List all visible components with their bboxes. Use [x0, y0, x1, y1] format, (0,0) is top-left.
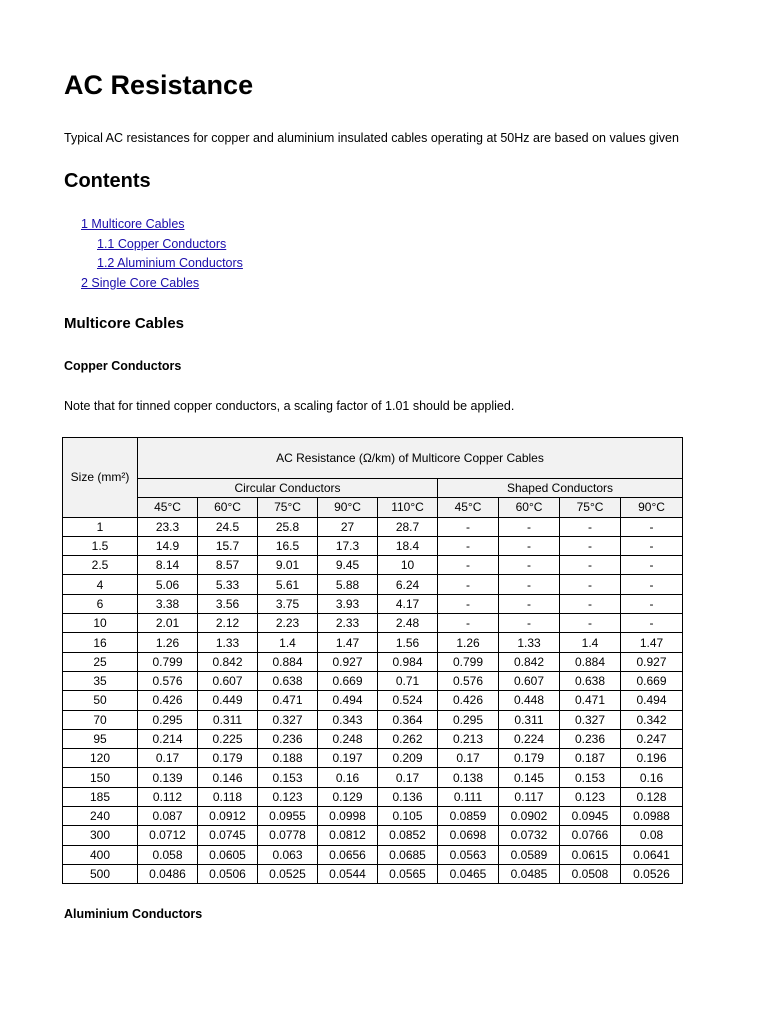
resistance-cell: 0.0605 — [198, 845, 258, 864]
resistance-cell: 0.105 — [378, 807, 438, 826]
resistance-cell: 5.06 — [138, 575, 198, 594]
toc-link-single-core-cables[interactable]: 2 Single Core Cables — [81, 275, 200, 290]
shaped-conductors-header: Shaped Conductors — [438, 479, 683, 498]
subsection-heading-copper: Copper Conductors — [64, 359, 182, 373]
table-row — [63, 671, 683, 690]
resistance-cell: 0.0852 — [378, 826, 438, 845]
resistance-cell: 0.17 — [138, 749, 198, 768]
table-caption: AC Resistance (Ω/km) of Multicore Copper Cables — [138, 438, 683, 479]
toc-item-multicore-cables — [64, 217, 243, 237]
resistance-cell: 0.224 — [499, 729, 560, 748]
size-cell: 2.5 — [63, 556, 138, 575]
resistance-cell: 0.0912 — [198, 807, 258, 826]
resistance-cell: 1.56 — [378, 633, 438, 652]
resistance-cell: 0.448 — [499, 691, 560, 710]
resistance-cell: 0.0526 — [621, 864, 683, 883]
table-body — [63, 517, 683, 884]
resistance-cell: 0.145 — [499, 768, 560, 787]
toc-link-aluminium-conductors[interactable]: 1.2 Aluminium Conductors — [97, 256, 243, 270]
resistance-cell: - — [560, 556, 621, 575]
resistance-cell: 23.3 — [138, 517, 198, 536]
table-row — [63, 575, 683, 594]
resistance-cell: - — [621, 575, 683, 594]
resistance-cell: 24.5 — [198, 517, 258, 536]
resistance-cell: 17.3 — [318, 536, 378, 555]
toc-item-aluminium-conductors — [64, 256, 243, 276]
table-row — [63, 614, 683, 633]
size-cell: 240 — [63, 807, 138, 826]
resistance-cell: 1.26 — [438, 633, 499, 652]
resistance-cell: 0.197 — [318, 749, 378, 768]
resistance-cell: - — [438, 556, 499, 575]
resistance-cell: 0.0778 — [258, 826, 318, 845]
resistance-cell: 2.01 — [138, 614, 198, 633]
size-cell: 4 — [63, 575, 138, 594]
size-cell: 500 — [63, 864, 138, 883]
circular-temp-header: 45°C — [138, 498, 198, 517]
resistance-cell: 0.0945 — [560, 807, 621, 826]
resistance-cell: 0.607 — [499, 671, 560, 690]
resistance-cell: 5.33 — [198, 575, 258, 594]
resistance-cell: 0.0685 — [378, 845, 438, 864]
resistance-cell: 0.129 — [318, 787, 378, 806]
resistance-cell: 1.4 — [560, 633, 621, 652]
resistance-cell: 0.638 — [560, 671, 621, 690]
size-cell: 300 — [63, 826, 138, 845]
resistance-cell: 0.123 — [258, 787, 318, 806]
resistance-cell: 0.799 — [438, 652, 499, 671]
temperature-header-row — [63, 498, 683, 517]
tinned-copper-note: Note that for tinned copper conductors, a scaling factor of 1.01 should be applied. — [64, 399, 515, 413]
size-column-header: Size (mm²) — [63, 438, 138, 518]
resistance-cell: 0.842 — [198, 652, 258, 671]
table-row — [63, 749, 683, 768]
size-cell: 120 — [63, 749, 138, 768]
resistance-cell: 0.0525 — [258, 864, 318, 883]
copper-resistance-table — [62, 437, 683, 884]
table-row — [63, 710, 683, 729]
resistance-cell: 0.494 — [318, 691, 378, 710]
size-cell: 150 — [63, 768, 138, 787]
resistance-cell: 2.23 — [258, 614, 318, 633]
table-row — [63, 536, 683, 555]
resistance-cell: - — [560, 614, 621, 633]
resistance-cell: - — [438, 614, 499, 633]
resistance-cell: 0.984 — [378, 652, 438, 671]
resistance-cell: 0.71 — [378, 671, 438, 690]
resistance-cell: - — [499, 575, 560, 594]
resistance-cell: 0.214 — [138, 729, 198, 748]
resistance-cell: 0.0902 — [499, 807, 560, 826]
resistance-cell: 9.01 — [258, 556, 318, 575]
resistance-cell: - — [621, 614, 683, 633]
resistance-cell: 8.14 — [138, 556, 198, 575]
resistance-cell: 27 — [318, 517, 378, 536]
table-row — [63, 652, 683, 671]
resistance-cell: 8.57 — [198, 556, 258, 575]
intro-text: Typical AC resistances for copper and aluminium insulated cables operating at 50Hz are based on values given — [64, 131, 679, 145]
resistance-cell: 3.75 — [258, 594, 318, 613]
resistance-cell: 0.111 — [438, 787, 499, 806]
resistance-cell: - — [499, 594, 560, 613]
resistance-cell: 0.295 — [138, 710, 198, 729]
resistance-cell: 0.669 — [621, 671, 683, 690]
resistance-cell: 0.0955 — [258, 807, 318, 826]
resistance-cell: - — [560, 517, 621, 536]
resistance-cell: 9.45 — [318, 556, 378, 575]
size-cell: 1.5 — [63, 536, 138, 555]
resistance-cell: 0.364 — [378, 710, 438, 729]
resistance-cell: 1.47 — [318, 633, 378, 652]
resistance-cell: 2.48 — [378, 614, 438, 633]
resistance-cell: 14.9 — [138, 536, 198, 555]
resistance-cell: 0.0563 — [438, 845, 499, 864]
table-row — [63, 864, 683, 883]
resistance-cell: 0.128 — [621, 787, 683, 806]
resistance-cell: 6.24 — [378, 575, 438, 594]
resistance-cell: 0.0766 — [560, 826, 621, 845]
resistance-cell: 0.188 — [258, 749, 318, 768]
resistance-cell: 0.248 — [318, 729, 378, 748]
size-cell: 35 — [63, 671, 138, 690]
resistance-cell: 2.33 — [318, 614, 378, 633]
table-row — [63, 691, 683, 710]
table-of-contents — [64, 217, 243, 295]
toc-link-multicore-cables[interactable]: 1 Multicore Cables — [81, 217, 185, 231]
resistance-cell: 0.236 — [560, 729, 621, 748]
resistance-cell: 0.0732 — [499, 826, 560, 845]
resistance-cell: 0.0641 — [621, 845, 683, 864]
circular-temp-header: 110°C — [378, 498, 438, 517]
resistance-cell: - — [499, 556, 560, 575]
resistance-cell: 0.884 — [560, 652, 621, 671]
resistance-cell: 0.607 — [198, 671, 258, 690]
resistance-cell: 0.0859 — [438, 807, 499, 826]
subsection-heading-aluminium: Aluminium Conductors — [64, 907, 203, 921]
size-cell: 185 — [63, 787, 138, 806]
resistance-cell: 0.063 — [258, 845, 318, 864]
resistance-cell: 0.196 — [621, 749, 683, 768]
resistance-cell: 0.179 — [499, 749, 560, 768]
resistance-cell: 0.342 — [621, 710, 683, 729]
resistance-cell: 0.311 — [499, 710, 560, 729]
resistance-cell: 0.576 — [438, 671, 499, 690]
resistance-cell: 0.17 — [438, 749, 499, 768]
resistance-cell: 3.93 — [318, 594, 378, 613]
resistance-cell: 0.471 — [560, 691, 621, 710]
table-row — [63, 787, 683, 806]
table-row — [63, 807, 683, 826]
resistance-cell: 0.213 — [438, 729, 499, 748]
resistance-cell: 0.669 — [318, 671, 378, 690]
resistance-cell: - — [499, 614, 560, 633]
resistance-cell: 0.123 — [560, 787, 621, 806]
resistance-cell: - — [499, 536, 560, 555]
circular-conductors-header: Circular Conductors — [138, 479, 438, 498]
resistance-cell: 0.343 — [318, 710, 378, 729]
resistance-cell: 0.327 — [560, 710, 621, 729]
resistance-cell: - — [438, 536, 499, 555]
resistance-cell: - — [621, 517, 683, 536]
resistance-cell: 0.08 — [621, 826, 683, 845]
shaped-temp-header: 45°C — [438, 498, 499, 517]
resistance-cell: 0.0506 — [198, 864, 258, 883]
resistance-cell: 0.0465 — [438, 864, 499, 883]
resistance-cell: - — [438, 594, 499, 613]
resistance-cell: 10 — [378, 556, 438, 575]
resistance-cell: 0.153 — [560, 768, 621, 787]
resistance-cell: 0.16 — [318, 768, 378, 787]
resistance-cell: 0.0544 — [318, 864, 378, 883]
resistance-cell: 0.179 — [198, 749, 258, 768]
resistance-cell: 0.494 — [621, 691, 683, 710]
table-row — [63, 517, 683, 536]
resistance-cell: 0.449 — [198, 691, 258, 710]
size-cell: 50 — [63, 691, 138, 710]
resistance-cell: 0.136 — [378, 787, 438, 806]
resistance-cell: 0.117 — [499, 787, 560, 806]
resistance-cell: 0.0485 — [499, 864, 560, 883]
size-cell: 95 — [63, 729, 138, 748]
table-row — [63, 556, 683, 575]
section-heading-multicore: Multicore Cables — [64, 315, 185, 332]
resistance-cell: 0.471 — [258, 691, 318, 710]
circular-temp-header: 75°C — [258, 498, 318, 517]
resistance-cell: 0.311 — [198, 710, 258, 729]
resistance-cell: 0.799 — [138, 652, 198, 671]
toc-item-single-core-cables — [64, 276, 243, 296]
resistance-cell: - — [621, 536, 683, 555]
resistance-cell: 5.61 — [258, 575, 318, 594]
table-row — [63, 633, 683, 652]
resistance-cell: 0.0988 — [621, 807, 683, 826]
resistance-cell: 0.0698 — [438, 826, 499, 845]
resistance-cell: - — [621, 556, 683, 575]
resistance-cell: 0.295 — [438, 710, 499, 729]
resistance-cell: 0.225 — [198, 729, 258, 748]
resistance-cell: 0.0589 — [499, 845, 560, 864]
resistance-cell: 3.38 — [138, 594, 198, 613]
resistance-cell: 0.426 — [438, 691, 499, 710]
resistance-cell: 0.0486 — [138, 864, 198, 883]
shaped-temp-header: 60°C — [499, 498, 560, 517]
resistance-cell: 25.8 — [258, 517, 318, 536]
table-row — [63, 845, 683, 864]
resistance-cell: 0.0615 — [560, 845, 621, 864]
resistance-cell: 0.139 — [138, 768, 198, 787]
resistance-cell: 0.927 — [318, 652, 378, 671]
resistance-cell: 0.0998 — [318, 807, 378, 826]
resistance-cell: - — [560, 575, 621, 594]
resistance-cell: 0.17 — [378, 768, 438, 787]
resistance-cell: 0.247 — [621, 729, 683, 748]
resistance-cell: 5.88 — [318, 575, 378, 594]
resistance-cell: 16.5 — [258, 536, 318, 555]
resistance-cell: - — [621, 594, 683, 613]
resistance-cell: - — [499, 517, 560, 536]
resistance-cell: 4.17 — [378, 594, 438, 613]
resistance-cell: 0.884 — [258, 652, 318, 671]
resistance-cell: 0.426 — [138, 691, 198, 710]
shaped-temp-header: 75°C — [560, 498, 621, 517]
size-cell: 25 — [63, 652, 138, 671]
table-row — [63, 729, 683, 748]
resistance-cell: 0.236 — [258, 729, 318, 748]
resistance-cell: 0.927 — [621, 652, 683, 671]
resistance-cell: 0.524 — [378, 691, 438, 710]
resistance-cell: 0.118 — [198, 787, 258, 806]
resistance-cell: 1.26 — [138, 633, 198, 652]
resistance-cell: 1.33 — [198, 633, 258, 652]
resistance-cell: 0.0508 — [560, 864, 621, 883]
resistance-cell: 0.0712 — [138, 826, 198, 845]
toc-item-copper-conductors — [64, 237, 243, 257]
resistance-cell: 0.0656 — [318, 845, 378, 864]
page-title: AC Resistance — [64, 70, 254, 100]
resistance-cell: 18.4 — [378, 536, 438, 555]
resistance-cell: 0.209 — [378, 749, 438, 768]
size-cell: 70 — [63, 710, 138, 729]
resistance-cell: 0.0812 — [318, 826, 378, 845]
toc-link-copper-conductors[interactable]: 1.1 Copper Conductors — [97, 236, 227, 251]
circular-temp-header: 90°C — [318, 498, 378, 517]
resistance-cell: 0.146 — [198, 768, 258, 787]
resistance-cell: 2.12 — [198, 614, 258, 633]
circular-temp-header: 60°C — [198, 498, 258, 517]
resistance-cell: 1.4 — [258, 633, 318, 652]
resistance-cell: 0.576 — [138, 671, 198, 690]
table-row — [63, 826, 683, 845]
resistance-cell: 0.0565 — [378, 864, 438, 883]
resistance-cell: - — [560, 594, 621, 613]
resistance-cell: 0.087 — [138, 807, 198, 826]
resistance-cell: 0.638 — [258, 671, 318, 690]
size-cell: 16 — [63, 633, 138, 652]
resistance-cell: 15.7 — [198, 536, 258, 555]
resistance-cell: 0.842 — [499, 652, 560, 671]
resistance-cell: 0.327 — [258, 710, 318, 729]
resistance-cell: 0.112 — [138, 787, 198, 806]
size-cell: 1 — [63, 517, 138, 536]
resistance-cell: 0.16 — [621, 768, 683, 787]
resistance-cell: 0.153 — [258, 768, 318, 787]
shaped-temp-header: 90°C — [621, 498, 683, 517]
resistance-cell: 0.0745 — [198, 826, 258, 845]
resistance-cell: 3.56 — [198, 594, 258, 613]
resistance-cell: 0.058 — [138, 845, 198, 864]
table-row — [63, 594, 683, 613]
resistance-cell: 0.187 — [560, 749, 621, 768]
resistance-cell: - — [438, 517, 499, 536]
size-cell: 6 — [63, 594, 138, 613]
resistance-cell: 1.47 — [621, 633, 683, 652]
resistance-cell: 0.262 — [378, 729, 438, 748]
resistance-cell: - — [560, 536, 621, 555]
contents-heading: Contents — [64, 170, 151, 192]
resistance-cell: 0.138 — [438, 768, 499, 787]
resistance-cell: 28.7 — [378, 517, 438, 536]
resistance-cell: 1.33 — [499, 633, 560, 652]
resistance-cell: - — [438, 575, 499, 594]
table-row — [63, 768, 683, 787]
size-cell: 400 — [63, 845, 138, 864]
size-cell: 10 — [63, 614, 138, 633]
